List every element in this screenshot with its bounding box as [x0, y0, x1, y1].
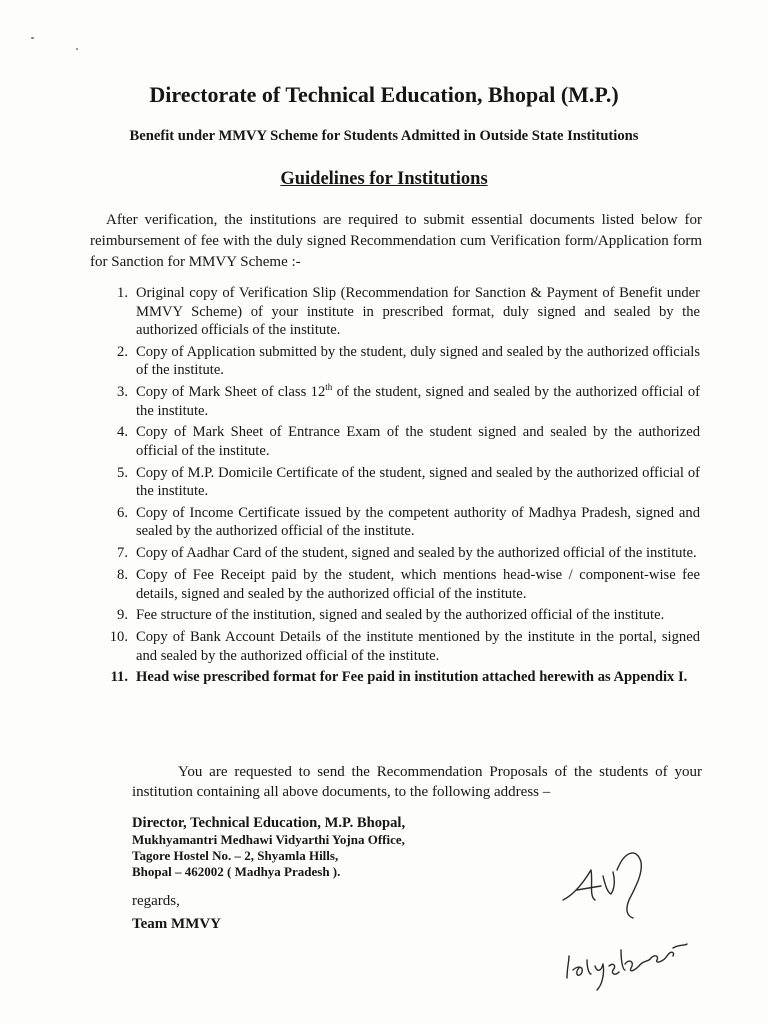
document-subtitle: Benefit under MMVY Scheme for Students Admitted in Outside State Institutions [129, 128, 639, 144]
list-item-text: Copy of Mark Sheet of Entrance Exam of the student signed and sealed by the authorized official of the institute. [136, 424, 700, 459]
list-item-number: 7. [117, 545, 128, 562]
section-heading: Guidelines for Institutions [280, 169, 488, 189]
list-item-text: Copy of M.P. Domicile Certificate of the student, signed and sealed by the authorized official of the institute. [136, 464, 700, 500]
list-item [96, 343, 700, 380]
documents-list [96, 284, 700, 690]
list-item-text: Head wise prescribed format for Fee paid in institution attached herewith as Appendix I. [136, 669, 688, 686]
list-item [96, 504, 700, 541]
list-item-text: Copy of Bank Account Details of the institute mentioned by the institute in the portal, signed and sealed by the authorized official of the institute. [136, 629, 700, 664]
regards-text: regards, [132, 893, 180, 909]
list-item-number: 5. [117, 464, 128, 481]
list-item [96, 606, 700, 625]
list-item-text: Fee structure of the institution, signed and sealed by the authorized official of the institute. [136, 607, 665, 624]
list-item [96, 628, 700, 665]
list-item-number: 1. [117, 285, 128, 301]
list-item [96, 566, 700, 603]
scan-speck [31, 37, 34, 39]
list-item-number: 8. [117, 567, 128, 584]
list-item-number: 4. [117, 424, 128, 441]
list-item [96, 383, 700, 420]
list-item-text: Original copy of Verification Slip (Recommendation for Sanction & Payment of Benefit under MMVY Scheme) of your institute in prescribed format, duly signed and sealed by the authorized officials of the institute. [136, 285, 700, 338]
list-item [96, 544, 700, 563]
list-item-number: 10. [109, 629, 128, 646]
address-line: Tagore Hostel No. – 2, Shyamla Hills, [132, 848, 339, 863]
closing-paragraph: You are requested to send the Recommendation Proposals of the students of your institution containing all above documents, to the following address – [132, 764, 702, 800]
list-item [96, 284, 700, 340]
list-item [96, 464, 700, 501]
list-item-number: 3. [117, 384, 128, 401]
list-item-text-part: Copy of Mark Sheet of class 12 [136, 384, 326, 401]
scan-speck [76, 48, 78, 50]
team-signoff: Team MMVY [132, 916, 222, 932]
list-item-text-part: of the student, signed and sealed by the authorized official of the institute. [136, 384, 700, 419]
document-title: Directorate of Technical Education, Bhopal (M.P.) [149, 82, 619, 107]
list-item-text: Copy of Application submitted by the student, duly signed and sealed by the authorized officials of the institute. [136, 343, 700, 379]
list-item-number: 2. [117, 343, 128, 360]
list-item [96, 423, 700, 460]
list-item-text: Copy of Fee Receipt paid by the student, which mentions head-wise / component-wise fee details, signed and sealed by the authorized official of the institute. [136, 567, 700, 602]
address-line: Mukhyamantri Medhawi Vidyarthi Yojna Office, [132, 832, 405, 847]
mailing-address [132, 814, 405, 880]
signature-lower [567, 944, 687, 990]
list-item [96, 668, 700, 687]
list-item-text: Copy of Aadhar Card of the student, signed and sealed by the authorized official of the institute. [136, 545, 697, 562]
address-line: Bhopal – 462002 ( Madhya Pradesh ). [132, 864, 341, 879]
list-item-number: 6. [117, 504, 128, 521]
intro-paragraph: After verification, the institutions are required to submit essential documents listed below for reimbursement of fee with the duly signed Recommendation cum Verification form/Application form for Sanction for MMVY Scheme :- [90, 212, 702, 270]
handwritten-signatures [555, 840, 705, 1000]
ordinal-superscript: th [325, 382, 333, 393]
list-item-number: 9. [117, 607, 128, 624]
signature-upper [563, 853, 641, 918]
address-line: Director, Technical Education, M.P. Bhopal, [132, 815, 406, 831]
list-item-text: Copy of Income Certificate issued by the competent authority of Madhya Pradesh, signed and sealed by the authorized official of the institute. [136, 504, 700, 540]
list-item-number: 11. [110, 669, 128, 686]
list-item-text [136, 383, 700, 420]
